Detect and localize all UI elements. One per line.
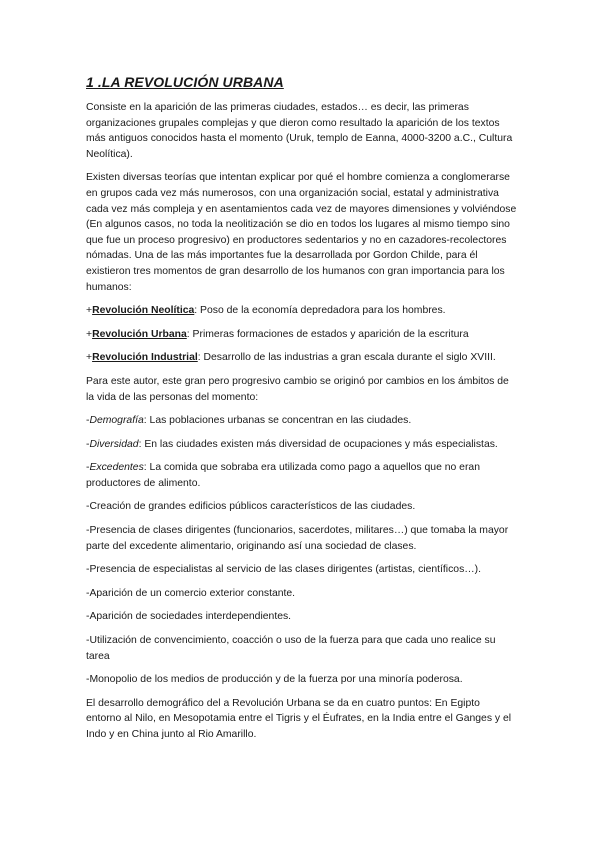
factor-term: Demografía	[89, 415, 144, 427]
factor-item-diversidad: -Diversidad: En las ciudades existen más diversidad de ocupaciones y más especialistas.	[86, 438, 498, 450]
factor-term: Excedentes	[89, 462, 144, 474]
document-title: 1 .LA REVOLUCIÓN URBANA	[86, 74, 284, 90]
factor-item: -Aparición de un comercio exterior constante.	[86, 587, 296, 599]
document-page	[86, 74, 518, 751]
revolution-item-neolithic: +Revolución Neolítica: Poso de la economía depredadora para los hombres.	[86, 305, 446, 317]
change-intro-paragraph: Para este autor, este gran pero progresivo cambio se originó por cambios en los ámbitos de la vida de las personas del momento:	[86, 375, 509, 403]
revolution-name: Revolución Urbana	[92, 328, 187, 340]
factor-term: Diversidad	[89, 438, 139, 450]
revolution-name: Revolución Neolítica	[92, 305, 195, 317]
revolution-name: Revolución Industrial	[92, 352, 198, 364]
theories-paragraph: Existen diversas teorías que intentan explicar por qué el hombre comienza a conglomerarse en grupos cada vez más numerosos, con una organización social, estatal y administrativa cada vez más compleja y en asentamientos cada vez de mayores dimensiones y volviéndose (En algunos casos, no toda la neolitización se dio en todos los lugares al mismo tiempo sino que fue un proceso progresivo) en productores sedentarios y no en cazadores-recolectores nómadas. Una de las más importantes fue la desarrollada por Gordon Childe, para él existieron tres momentos de gran desarrollo de los humanos con gran importancia para los humanos:	[86, 172, 517, 293]
factor-item: -Aparición de sociedades interdependientes.	[86, 611, 292, 623]
revolution-item-industrial: +Revolución Industrial: Desarrollo de las industrias a gran escala durante el siglo XVIII.	[86, 352, 496, 364]
factor-item-demografia: -Demografía: Las poblaciones urbanas se concentran en las ciudades.	[86, 415, 412, 427]
conclusion-paragraph: El desarrollo demográfico del a Revolución Urbana se da en cuatro puntos: En Egipto entorno al Nilo, en Mesopotamia entre el Tigris y el Éufrates, en la India entre el Ganges y el Indo y en China junto al Rio Amarillo.	[86, 697, 512, 740]
revolution-item-urban: +Revolución Urbana: Primeras formaciones de estados y aparición de la escritura	[86, 328, 469, 340]
factor-item-excedentes: -Excedentes: La comida que sobraba era utilizada como pago a aquellos que no eran productores de alimento.	[86, 462, 480, 489]
factor-item: -Presencia de especialistas al servicio de las clases dirigentes (artistas, científicos…).	[86, 564, 482, 576]
factor-item: -Monopolio de los medios de producción y de la fuerza por una minoría poderosa.	[86, 674, 463, 686]
factor-item: -Utilización de convencimiento, coacción o uso de la fuerza para que cada uno realice su tarea	[86, 635, 496, 662]
intro-paragraph: Consiste en la aparición de las primeras ciudades, estados… es decir, las primeras organizaciones grupales complejas y que dieron como resultado la aparición de los textos más antiguos conocidos hasta el momento (Uruk, templo de Eanna, 4000-3200 a.C., Cultura Neolítica).	[86, 102, 513, 160]
factor-item: -Creación de grandes edificios públicos característicos de las ciudades.	[86, 501, 416, 513]
factor-item: -Presencia de clases dirigentes (funcionarios, sacerdotes, militares…) que tomaba la mayor parte del excedente alimentario, originando así una sociedad de clases.	[86, 525, 509, 552]
